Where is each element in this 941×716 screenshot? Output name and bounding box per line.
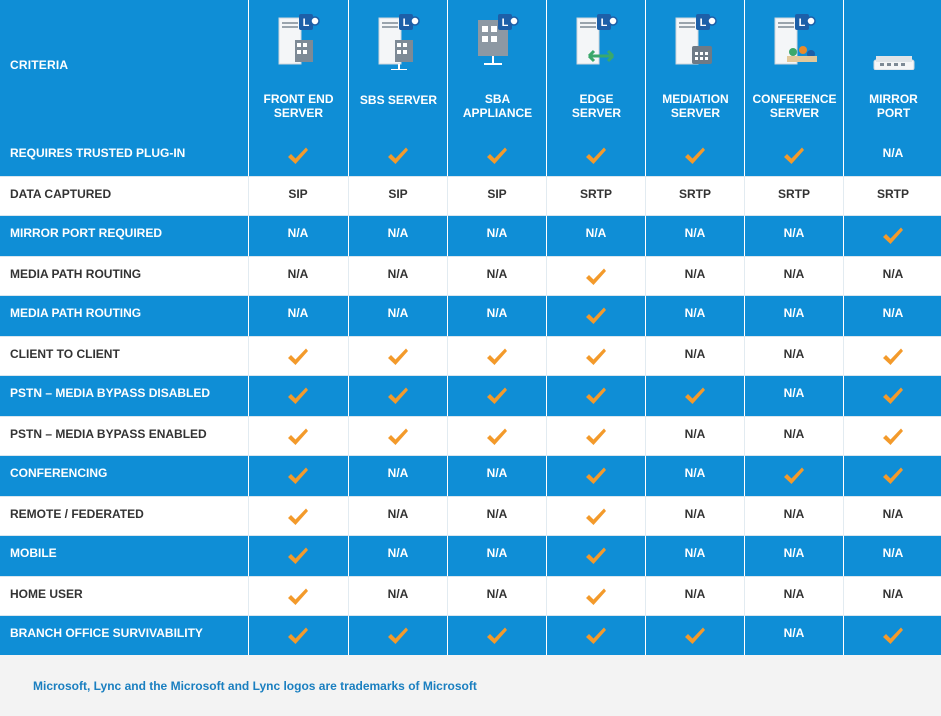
check-icon	[645, 376, 744, 416]
cell-value: N/A	[744, 577, 843, 617]
check-icon	[348, 337, 447, 377]
cell-value: N/A	[645, 536, 744, 576]
cell-value: N/A	[447, 497, 546, 537]
check-icon	[248, 417, 347, 457]
svg-text:L: L	[798, 17, 805, 29]
front-end-server-icon	[277, 12, 321, 70]
cell-value: N/A	[843, 497, 941, 537]
cell-value: N/A	[348, 456, 447, 496]
check-icon	[248, 376, 347, 416]
cell-value: N/A	[348, 577, 447, 617]
check-icon	[348, 616, 447, 656]
cell-value: N/A	[645, 216, 744, 256]
column-label: MEDIATION SERVER	[662, 92, 729, 120]
table-row	[0, 416, 941, 456]
svg-text:L: L	[501, 17, 508, 29]
table-row	[0, 496, 941, 536]
sba-appliance-icon	[476, 12, 520, 70]
cell-value: N/A	[348, 497, 447, 537]
cell-value: N/A	[248, 257, 347, 297]
cell-value: N/A	[645, 257, 744, 297]
column-header	[843, 0, 941, 136]
row-label: MIRROR PORT REQUIRED	[10, 226, 163, 240]
cell-value: N/A	[645, 497, 744, 537]
check-icon	[348, 417, 447, 457]
check-icon	[546, 417, 645, 457]
cell-value: N/A	[546, 216, 645, 256]
check-icon	[447, 417, 546, 457]
cell-value: N/A	[744, 417, 843, 457]
check-icon	[447, 376, 546, 416]
svg-text:L: L	[600, 17, 607, 29]
table-row	[0, 136, 941, 176]
check-icon	[447, 136, 546, 176]
check-icon	[546, 577, 645, 617]
table-row	[0, 216, 941, 256]
cell-value: SRTP	[645, 177, 744, 217]
check-icon	[248, 337, 347, 377]
cell-value: N/A	[348, 216, 447, 256]
row-label: BRANCH OFFICE SURVIVABILITY	[10, 626, 203, 640]
cell-value: N/A	[447, 257, 546, 297]
cell-value: N/A	[645, 337, 744, 377]
row-label: PSTN – MEDIA BYPASS ENABLED	[10, 427, 207, 441]
cell-value: SRTP	[843, 177, 941, 217]
check-icon	[546, 296, 645, 336]
cell-value: N/A	[843, 136, 941, 176]
column-label: FRONT END SERVER	[263, 92, 334, 120]
row-label: HOME USER	[10, 587, 83, 601]
check-icon	[248, 616, 347, 656]
criteria-header: CRITERIA	[10, 58, 69, 72]
cell-value: N/A	[744, 376, 843, 416]
table-row	[0, 256, 941, 296]
svg-text:L: L	[699, 17, 706, 29]
row-label: REQUIRES TRUSTED PLUG-IN	[10, 146, 186, 160]
cell-value: N/A	[843, 296, 941, 336]
svg-text:L: L	[402, 17, 409, 29]
cell-value: N/A	[843, 257, 941, 297]
cell-value: N/A	[645, 417, 744, 457]
row-label: MEDIA PATH ROUTING	[10, 267, 142, 281]
mediation-server-icon	[674, 12, 718, 70]
table-row	[0, 336, 941, 376]
row-label: REMOTE / FEDERATED	[10, 507, 144, 521]
cell-value: N/A	[645, 577, 744, 617]
conference-server-icon	[773, 12, 817, 70]
cell-value: N/A	[744, 337, 843, 377]
check-icon	[546, 337, 645, 377]
cell-value: N/A	[447, 536, 546, 576]
svg-text:L: L	[302, 17, 309, 29]
column-header	[447, 0, 547, 136]
column-label: SBS SERVER	[359, 93, 438, 107]
cell-value: N/A	[744, 257, 843, 297]
check-icon	[248, 456, 347, 496]
row-label: MOBILE	[10, 546, 57, 560]
check-icon	[843, 456, 941, 496]
cell-value: N/A	[744, 536, 843, 576]
column-label: MIRROR PORT	[869, 92, 918, 120]
cell-value: N/A	[348, 257, 447, 297]
sbs-server-icon	[377, 12, 421, 70]
column-header	[248, 0, 348, 136]
check-icon	[248, 536, 347, 576]
table-row	[0, 176, 941, 216]
column-header	[546, 0, 646, 136]
check-icon	[843, 417, 941, 457]
check-icon	[843, 376, 941, 416]
check-icon	[546, 616, 645, 656]
cell-value: SIP	[248, 177, 347, 217]
row-label: CLIENT TO CLIENT	[10, 347, 120, 361]
cell-value: N/A	[248, 296, 347, 336]
check-icon	[546, 456, 645, 496]
column-label: SBA APPLIANCE	[462, 92, 533, 120]
cell-value: SIP	[348, 177, 447, 217]
cell-value: N/A	[744, 497, 843, 537]
check-icon	[546, 497, 645, 537]
check-icon	[546, 257, 645, 297]
check-icon	[843, 616, 941, 656]
check-icon	[447, 337, 546, 377]
check-icon	[348, 376, 447, 416]
check-icon	[744, 136, 843, 176]
column-header	[744, 0, 844, 136]
table-row	[0, 376, 941, 416]
check-icon	[348, 136, 447, 176]
check-icon	[744, 456, 843, 496]
mirror-port-icon	[872, 12, 916, 70]
cell-value: N/A	[645, 456, 744, 496]
cell-value: N/A	[744, 216, 843, 256]
cell-value: N/A	[447, 456, 546, 496]
cell-value: N/A	[447, 296, 546, 336]
cell-value: SRTP	[744, 177, 843, 217]
row-label: CONFERENCING	[10, 466, 108, 480]
column-label: CONFERENCE SERVER	[752, 92, 837, 120]
table-header	[0, 0, 941, 137]
table-row	[0, 456, 941, 496]
table-row	[0, 536, 941, 576]
check-icon	[645, 136, 744, 176]
row-label: PSTN – MEDIA BYPASS DISABLED	[10, 386, 211, 400]
check-icon	[645, 616, 744, 656]
column-label: EDGE SERVER	[571, 92, 622, 120]
cell-value: N/A	[447, 216, 546, 256]
check-icon	[843, 337, 941, 377]
cell-value: N/A	[248, 216, 347, 256]
footer	[0, 655, 941, 716]
cell-value: N/A	[447, 577, 546, 617]
cell-value: N/A	[843, 536, 941, 576]
check-icon	[248, 577, 347, 617]
cell-value: N/A	[744, 296, 843, 336]
trademark-notice: Microsoft, Lync and the Microsoft and Lync logos are trademarks of Microsoft	[33, 679, 477, 693]
column-header	[348, 0, 448, 136]
check-icon	[447, 616, 546, 656]
table-row	[0, 616, 941, 656]
check-icon	[248, 497, 347, 537]
cell-value: N/A	[348, 296, 447, 336]
cell-value: N/A	[843, 577, 941, 617]
check-icon	[546, 376, 645, 416]
column-header	[645, 0, 745, 136]
check-icon	[546, 136, 645, 176]
check-icon	[248, 136, 347, 176]
check-icon	[546, 536, 645, 576]
table-row	[0, 296, 941, 336]
edge-server-icon	[575, 12, 619, 70]
row-label: DATA CAPTURED	[10, 187, 112, 201]
check-icon	[843, 216, 941, 256]
cell-value: SRTP	[546, 177, 645, 217]
row-label: MEDIA PATH ROUTING	[10, 306, 142, 320]
cell-value: N/A	[645, 296, 744, 336]
cell-value: N/A	[348, 536, 447, 576]
cell-value: SIP	[447, 177, 546, 217]
table-row	[0, 576, 941, 616]
cell-value: N/A	[744, 616, 843, 656]
